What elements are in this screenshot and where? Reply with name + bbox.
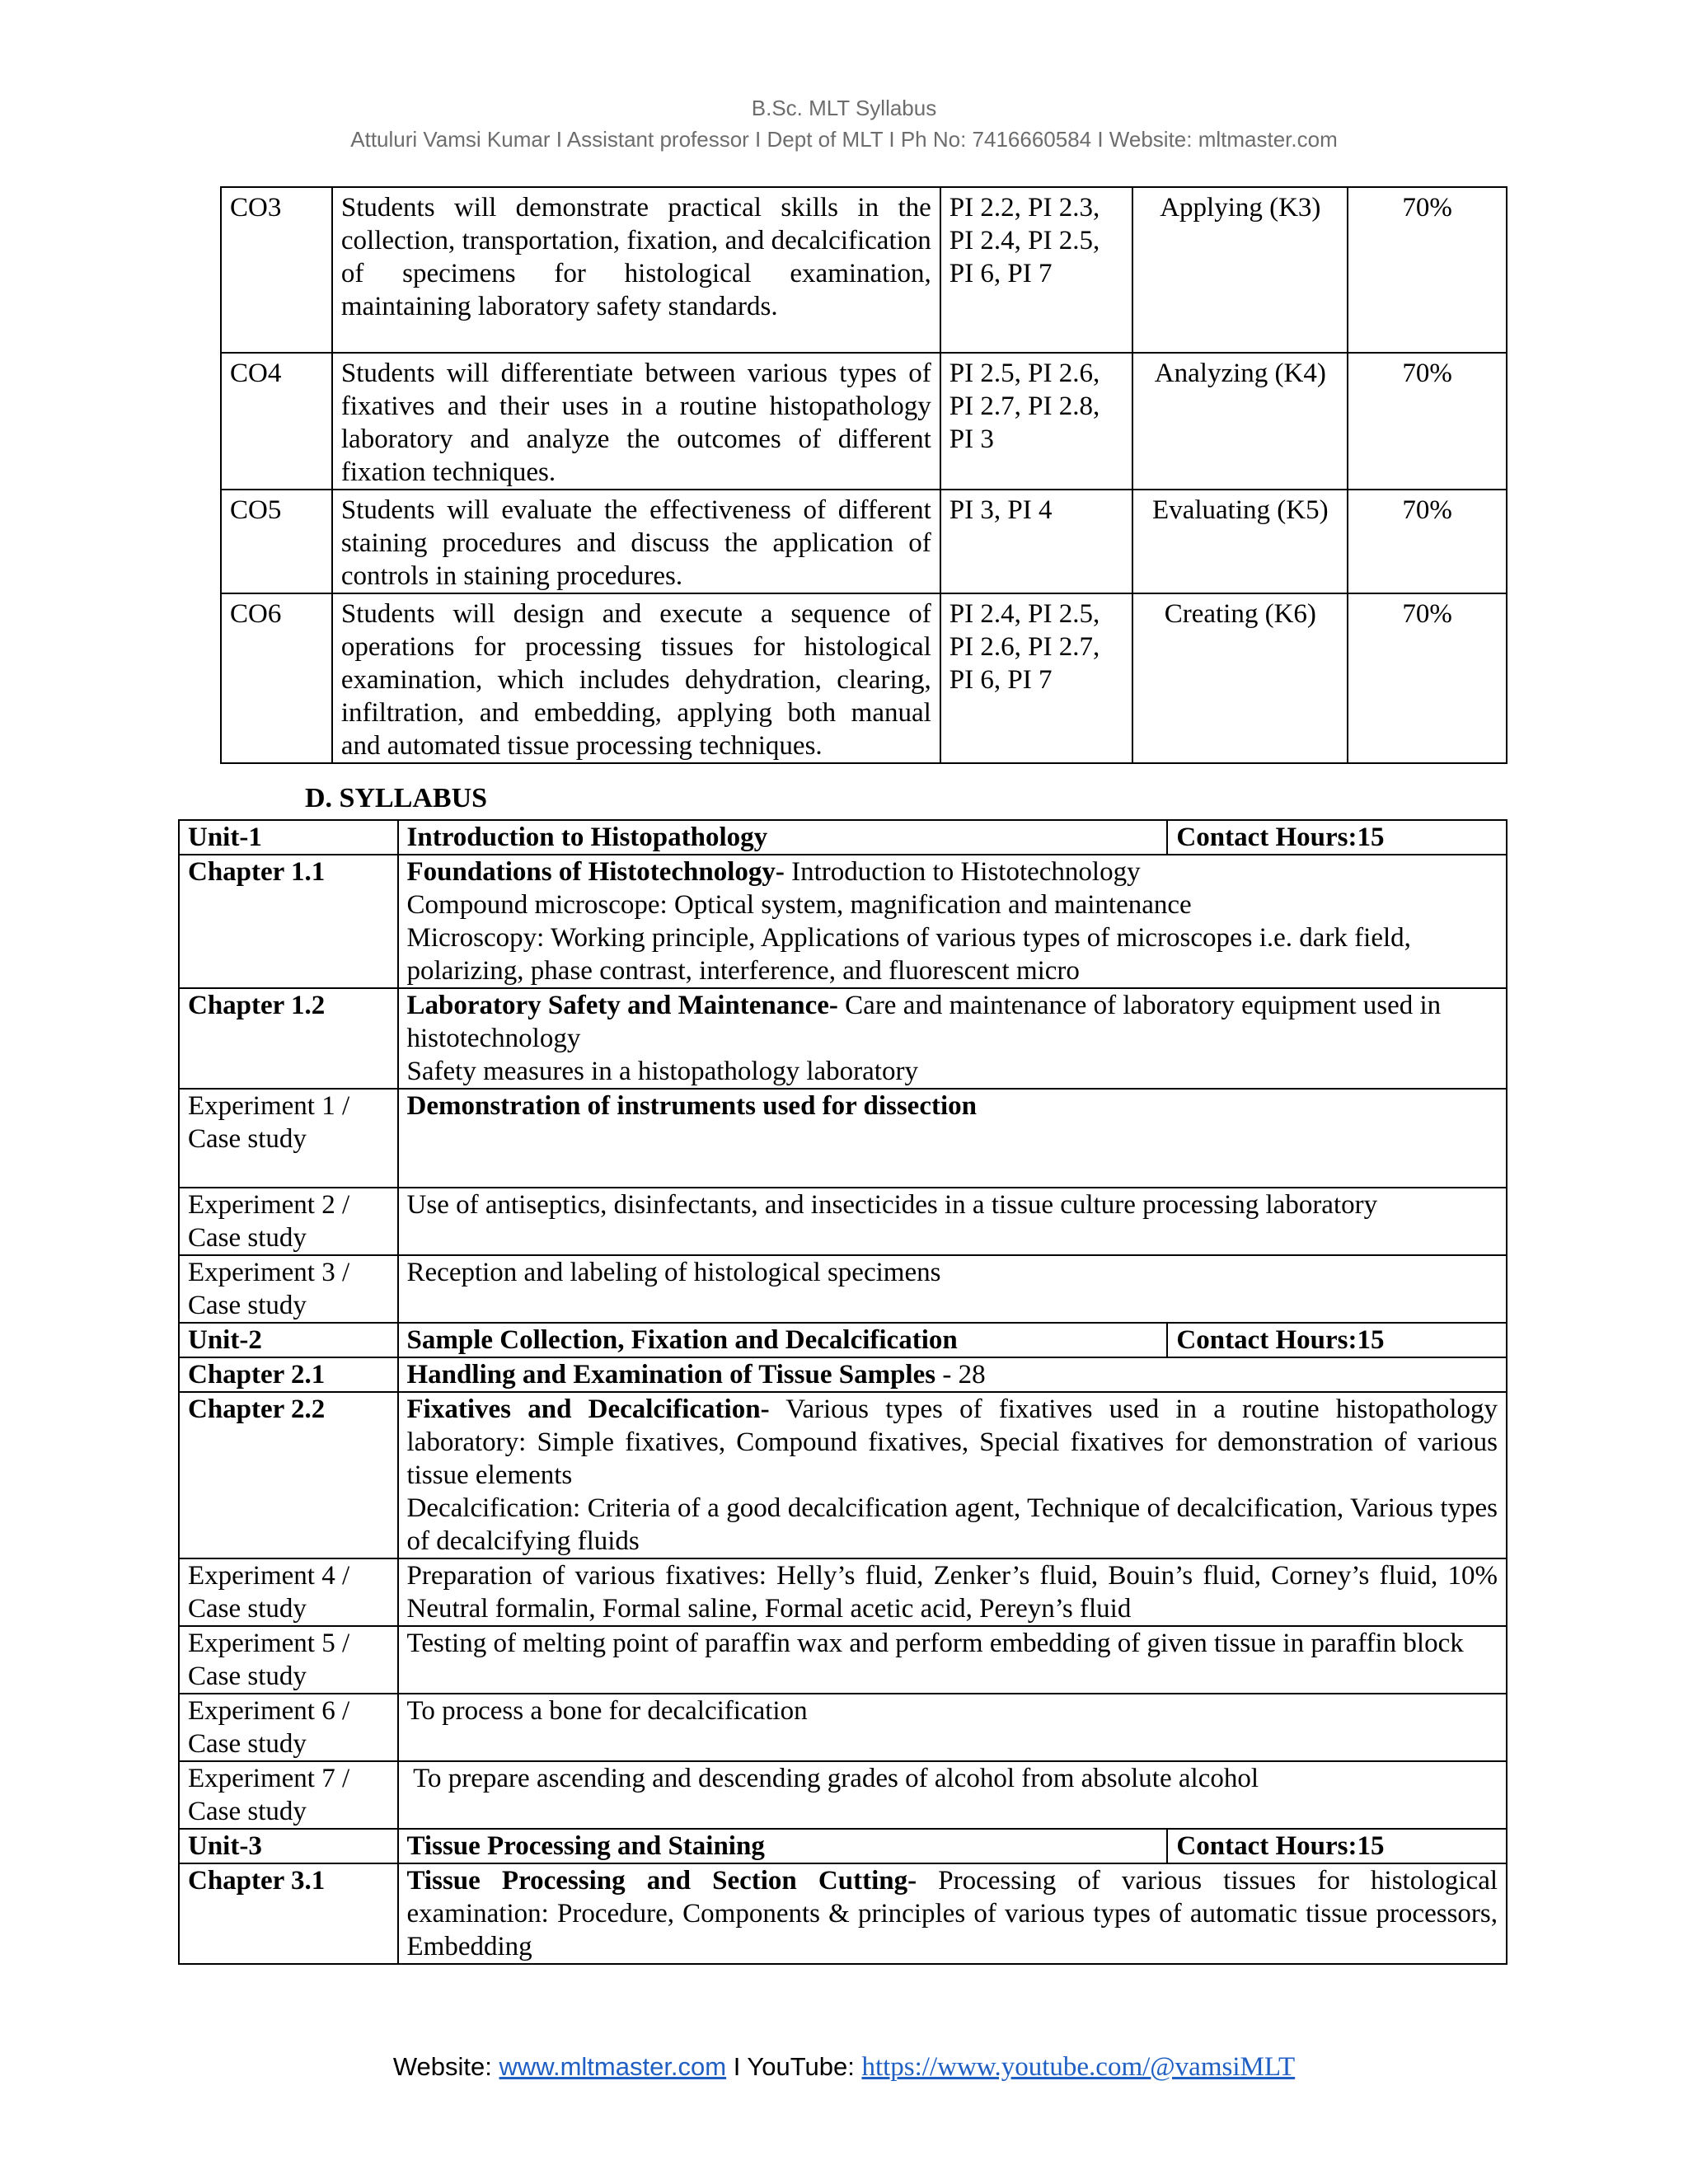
unit-title: Tissue Processing and Staining [398,1829,1168,1863]
chapter-row [179,1863,1507,1964]
chapter-content: Handling and Examination of Tissue Samples - 28 [398,1357,1507,1392]
website-link[interactable]: www.mltmaster.com [499,2052,727,2081]
unit-label: Unit-1 [179,820,398,855]
experiment-label: Experiment 5 / Case study [179,1626,398,1694]
footer-youtube-prefix: I YouTube: [726,2052,862,2081]
experiment-label: Experiment 6 / Case study [179,1694,398,1761]
unit-label: Unit-3 [179,1829,398,1863]
chapter-label: Chapter 2.1 [179,1357,398,1392]
experiment-label: Experiment 1 / Case study [179,1089,398,1188]
chapter-label: Chapter 1.2 [179,988,398,1089]
experiment-label: Experiment 3 / Case study [179,1255,398,1323]
co-statement: Students will evaluate the effectiveness of different staining procedures and discuss the application of controls in staining procedures. [332,490,940,593]
co-statement: Students will demonstrate practical skills in the collection, transportation, fixation, and decalcification of specimens for histological examination, maintaining laboratory safety standards. [332,187,940,353]
co-level: Evaluating (K5) [1132,490,1348,593]
co-pi: PI 2.5, PI 2.6, PI 2.7, PI 2.8, PI 3 [940,353,1133,490]
experiment-content: Reception and labeling of histological specimens [398,1255,1507,1323]
page-header [0,92,1688,155]
experiment-content: Use of antiseptics, disinfectants, and insecticides in a tissue culture processing laboratory [398,1188,1507,1255]
chapter-row [179,1357,1507,1392]
page-footer [0,2052,1688,2083]
chapter-label: Chapter 1.1 [179,855,398,988]
experiment-row [179,1694,1507,1761]
co-code: CO6 [221,593,332,763]
chapter-content: Tissue Processing and Section Cutting- Processing of various tissues for histological examination: Procedure, Components & principles of various types of automatic tissue processors, Embedding [398,1863,1507,1964]
co-target: 70% [1348,490,1507,593]
chapter-content: Laboratory Safety and Maintenance- Care and maintenance of laboratory equipment used in histotechnology Safety measures in a histopathology laboratory [398,988,1507,1089]
youtube-link[interactable]: https://www.youtube.com/@vamsiMLT [861,2052,1296,2082]
co-pi: PI 2.2, PI 2.3, PI 2.4, PI 2.5, PI 6, PI 7 [940,187,1133,353]
table-row [221,490,1507,593]
experiment-label: Experiment 7 / Case study [179,1761,398,1829]
experiment-content: To process a bone for decalcification [398,1694,1507,1761]
syllabus-table [178,819,1507,1965]
unit-row [179,1323,1507,1357]
co-pi: PI 3, PI 4 [940,490,1133,593]
co-target: 70% [1348,353,1507,490]
experiment-row [179,1761,1507,1829]
co-target: 70% [1348,593,1507,763]
table-row [221,187,1507,353]
chapter-content: Fixatives and Decalcification- Various types of fixatives used in a routine histopathology laboratory: Simple fixatives, Compound fixatives, Special fixatives for demonstration of various tissue elements Decalcification: Criteria of a good decalcification agent, Technique of decalcification, Various types of decalcifying fluids [398,1392,1507,1558]
experiment-row [179,1558,1507,1626]
experiment-content: Preparation of various fixatives: Helly’s fluid, Zenker’s fluid, Bouin’s fluid, Corney’s fluid, 10% Neutral formalin, Formal saline, Formal acetic acid, Pereyn’s fluid [398,1558,1507,1626]
experiment-label: Experiment 2 / Case study [179,1188,398,1255]
co-statement: Students will design and execute a sequence of operations for processing tissues for histological examination, which includes dehydration, clearing, infiltration, and embedding, applying both manual and automated tissue processing techniques. [332,593,940,763]
section-title: D. SYLLABUS [305,783,488,813]
unit-title: Sample Collection, Fixation and Decalcification [398,1323,1168,1357]
header-title: B.Sc. MLT Syllabus [751,96,937,120]
experiment-row [179,1626,1507,1694]
chapter-label: Chapter 2.2 [179,1392,398,1558]
experiment-label: Experiment 4 / Case study [179,1558,398,1626]
co-code: CO5 [221,490,332,593]
unit-label: Unit-2 [179,1323,398,1357]
experiment-content: Demonstration of instruments used for dissection [398,1089,1507,1188]
co-statement: Students will differentiate between various types of fixatives and their uses in a routine histopathology laboratory and analyze the outcomes of different fixation techniques. [332,353,940,490]
chapter-label: Chapter 3.1 [179,1863,398,1964]
chapter-row [179,988,1507,1089]
co-code: CO4 [221,353,332,490]
chapter-content: Foundations of Histotechnology- Introduction to Histotechnology Compound microscope: Optical system, magnification and maintenance Microscopy: Working principle, Applications of various types of microscopes i.e. dark field, polarizing, phase contrast, interference, and fluorescent micro [398,855,1507,988]
chapter-row [179,855,1507,988]
co-level: Applying (K3) [1132,187,1348,353]
experiment-row [179,1188,1507,1255]
co-target: 70% [1348,187,1507,353]
footer-website-prefix: Website: [392,2052,499,2081]
experiment-row [179,1255,1507,1323]
unit-row [179,820,1507,855]
header-author-line: Attuluri Vamsi Kumar I Assistant professor I Dept of MLT I Ph No: 7416660584 I Website: mltmaster.com [350,127,1338,152]
co-pi: PI 2.4, PI 2.5, PI 2.6, PI 2.7, PI 6, PI 7 [940,593,1133,763]
table-row [221,353,1507,490]
table-row [221,593,1507,763]
chapter-row [179,1392,1507,1558]
co-level: Creating (K6) [1132,593,1348,763]
contact-hours: Contact Hours:15 [1167,1323,1507,1357]
co-level: Analyzing (K4) [1132,353,1348,490]
contact-hours: Contact Hours:15 [1167,820,1507,855]
experiment-row [179,1089,1507,1188]
experiment-content: To prepare ascending and descending grades of alcohol from absolute alcohol [398,1761,1507,1829]
course-outcomes-table [220,186,1507,764]
unit-title: Introduction to Histopathology [398,820,1168,855]
experiment-content: Testing of melting point of paraffin wax and perform embedding of given tissue in paraffin block [398,1626,1507,1694]
unit-row [179,1829,1507,1863]
contact-hours: Contact Hours:15 [1167,1829,1507,1863]
co-code: CO3 [221,187,332,353]
